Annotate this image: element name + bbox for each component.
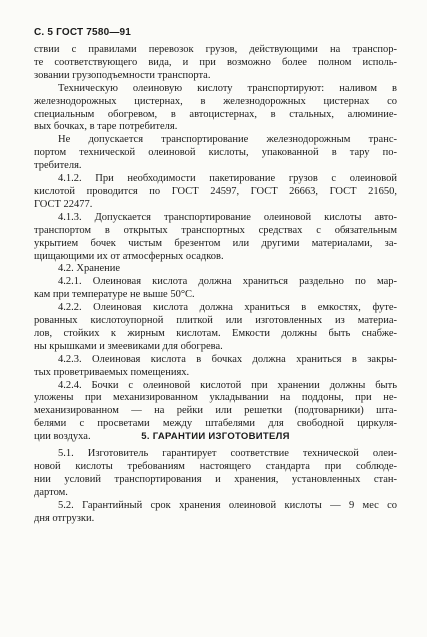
text-line: 4.2.2. Олеиновая кислота должна храниться в емкостях, футе- [58, 302, 397, 314]
text-line: 4.2.4. Бочки с олеиновой кислотой при хранении должны быть [58, 379, 397, 391]
text-line: транспортом в открытых транспортных средствах с обязательным [34, 224, 397, 236]
text-line: 4.2.1. Олеиновая кислота должна храниться раздельно по мар- [58, 276, 397, 288]
text-line: лов, стойких к жирным кислотам. Емкости должны быть снабже- [34, 327, 397, 339]
main-text [34, 44, 397, 444]
page-header: С. 5 ГОСТ 7580—91 [34, 27, 132, 38]
text-line: дартом. [34, 486, 68, 498]
paragraph-4-1-3 [34, 212, 397, 264]
text-line: специальным обогревом, в автоцистернах, в стальных, алюминие- [34, 108, 397, 120]
paragraph-transport-rules [34, 44, 397, 83]
paragraph-4-2-2 [34, 302, 397, 354]
text-line: нии условий транспортирования и хранения, установленных стан- [34, 473, 397, 485]
section-5-text [34, 448, 397, 525]
paragraph-5-1 [34, 448, 397, 500]
text-line: рованных кислотоупорной плиткой или изготовленных из материа- [34, 315, 397, 327]
section-heading: 5. ГАРАНТИИ ИЗГОТОВИТЕЛЯ [141, 431, 290, 442]
text-line: ции воздуха. [34, 431, 91, 443]
text-line: вых бочках, в таре потребителя. [34, 121, 178, 133]
paragraph-4-2-3 [34, 354, 397, 380]
text-line: Не допускается транспортирование железнодорожным транс- [58, 134, 397, 146]
text-line: ствии с правилами перевозок грузов, действующими на транспор- [34, 44, 397, 55]
text-line: требителя. [34, 160, 82, 172]
text-line: механизированном — на рейки или решетки (подтоварники) штa- [34, 405, 397, 417]
text-line: щищающими их от атмосферных осадков. [34, 250, 224, 262]
text-line: ны крышками и змеевиками для обогрева. [34, 340, 223, 352]
text-line: дня отгрузки. [34, 512, 95, 524]
text-line: Техническую олеиновую кислоту транспортируют: наливом в [58, 82, 397, 94]
paragraph-transport-restriction [34, 134, 397, 173]
subsection-4-2-title [34, 263, 397, 276]
text-line: 4.2. Хранение [58, 263, 121, 275]
text-line: кам при температуре не выше 50°C. [34, 289, 195, 301]
text-line: портом технической олеиновой кислоты, упакованной в тару по- [34, 147, 397, 159]
text-line: 4.2.3. Олеиновая кислота в бочках должна храниться в закры- [58, 353, 397, 365]
paragraph-transport-modes [34, 83, 397, 135]
text-line: 5.2. Гарантийный срок хранения олеиновой кислоты — 9 мес со [58, 499, 397, 511]
text-line: те соответствующего вида, и при возможно более полном исполь- [34, 56, 397, 68]
text-line: новой кислоты требованиям настоящего стандарта при соблюде- [34, 460, 397, 472]
text-line: 4.1.3. Допускается транспортирование олеиновой кислоты авто- [58, 211, 397, 223]
paragraph-4-1-2 [34, 173, 397, 212]
text-line: ГОСТ 22477. [34, 198, 93, 210]
text-line: зовании грузоподъемности транспорта. [34, 69, 211, 81]
text-line: тых проветриваемых помещениях. [34, 366, 190, 378]
text-line: железнодорожных цистернах, в железнодорожных цистернах со [34, 95, 397, 107]
text-line: кислотой проводится по ГОСТ 24597, ГОСТ 26663, ГОСТ 21650, [34, 185, 397, 197]
paragraph-4-2-1 [34, 276, 397, 302]
text-line: 5.1. Изготовитель гарантирует соответствие технической олеи- [58, 448, 397, 459]
text-line: белями с просветами между штабелями для свободной циркуля- [34, 418, 397, 430]
paragraph-5-2 [34, 500, 397, 526]
text-line: 4.1.2. При необходимости пакетирование грузов с олеиновой [58, 173, 397, 185]
text-line: уложены при механизированном укладывании на поддоны, при не- [34, 392, 397, 404]
text-line: укрытием бочек чистым брезентом или другими материалами, за- [34, 237, 397, 249]
